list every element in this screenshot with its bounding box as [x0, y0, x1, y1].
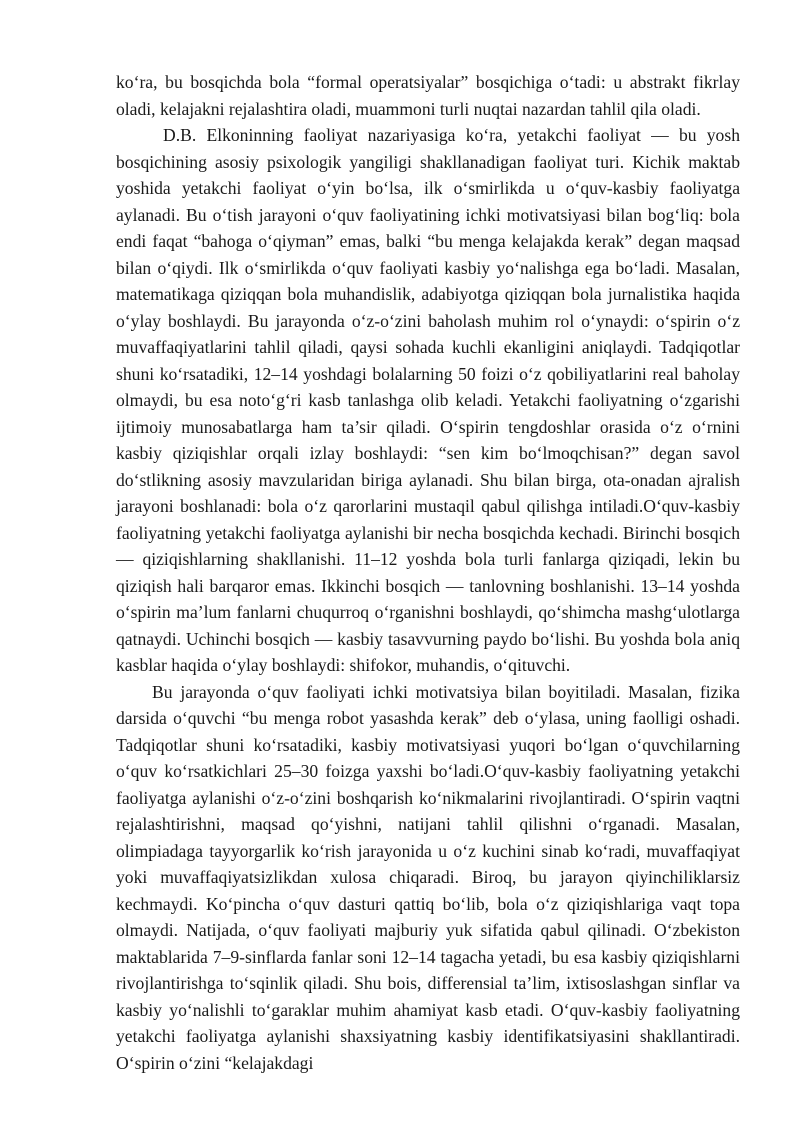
paragraph-elkonin-theory: D.B. Elkoninning faoliyat nazariyasiga ko‘ra, yetakchi faoliyat — bu yosh bosqichining asosiy psixologik yangiligi shakllanadigan faoliyat turi. Kichik maktab yoshida yetakchi faoliyat o‘yin bo‘lsa, ilk o‘smirlikda u o‘quv-kasbiy faoliyatga aylanadi. Bu o‘tish jarayoni o‘quv faoliyatining ichki motivatsiyasi bilan bog‘liq: bola endi faqat “bahoga o‘qiyman” emas, balki “bu menga kelajakda kerak” degan maqsad bilan o‘qiydi. Ilk o‘smirlikda o‘quv faoliyati kasbiy yo‘nalishga ega bo‘ladi. Masalan, matematikaga qiziqqan bola muhandislik, adabiyotga qiziqqan bola jurnalistika haqida o‘ylay boshlaydi. Bu jarayonda o‘z-o‘zini baholash muhim rol o‘ynaydi: o‘spirin o‘z muvaffaqiyatlarini tahlil qiladi, qaysi sohada kuchli ekanligini aniqlaydi. Tadqiqotlar shuni ko‘rsatadiki, 12–14 yoshdagi bolalarning 50 foizi o‘z qobiliyatlarini real baholay olmaydi, bu esa noto‘g‘ri kasb tanlashga olib keladi. Yetakchi faoliyatning o‘zgarishi ijtimoiy munosabatlarga ham ta’sir qiladi. O‘spirin tengdoshlar orasida o‘z o‘rnini kasbiy qiziqishlar orqali izlay boshlaydi: “sen kim bo‘lmoqchisan?” degan savol do‘stlikning asosiy mavzularidan biriga aylanadi. Shu bilan birga, ota-onadan ajralish jarayoni boshlanadi: bola o‘z qarorlarini mustaqil qabul qilishga intiladi.O‘quv-kasbiy faoliyatning yetakchi faoliyatga aylanishi bir necha bosqichda kechadi. Birinchi bosqich — qiziqishlarning shakllanishi. 11–12 yoshda bola turli fanlarga qiziqadi, lekin bu qiziqish hali barqaror emas. Ikkinchi bosqich — tanlovning boshlanishi. 13–14 yoshda o‘spirin ma’lum fanlarni chuqurroq o‘rganishni boshlaydi, qo‘shimcha mashg‘ulotlarga qatnaydi. Uchinchi bosqich — kasbiy tasavvurning paydo bo‘lishi. Bu yoshda bola aniq kasblar haqida o‘ylay boshlaydi: shifokor, muhandis, o‘qituvchi. — [116, 125, 740, 675]
document-body — [116, 69, 740, 1076]
paragraph-motivation: Bu jarayonda o‘quv faoliyati ichki motivatsiya bilan boyitiladi. Masalan, fizika darsida o‘quvchi “bu menga robot yasashda kerak” deb o‘ylasa, uning faolligi oshadi. Tadqiqotlar shuni ko‘rsatadiki, kasbiy motivatsiyasi yuqori bo‘lgan o‘quvchilarning o‘quv ko‘rsatkichlari 25–30 foizga yaxshi bo‘ladi.O‘quv-kasbiy faoliyatning yetakchi faoliyatga aylanishi o‘z-o‘zini boshqarish ko‘nikmalarini rivojlantiradi. O‘spirin vaqtni rejalashtirishni, maqsad qo‘yishni, natijani tahlil qilishni o‘rganadi. Masalan, olimpiadaga tayyorgarlik ko‘rish jarayonida u o‘z kuchini sinab ko‘radi, muvaffaqiyat yoki muvaffaqiyatsizlikdan xulosa chiqaradi. Biroq, bu jarayon qiyinchiliklarsiz kechmaydi. Ko‘pincha o‘quv dasturi qattiq bo‘lib, bola o‘z qiziqishlariga vaqt topa olmaydi. Natijada, o‘quv faoliyati majburiy yuk sifatida qabul qilinadi. O‘zbekiston maktablarida 7–9-sinflarda fanlar soni 12–14 tagacha yetadi, bu esa kasbiy qiziqishlarni rivojlantirishga to‘sqinlik qiladi. Shu bois, differensial ta’lim, ixtisoslashgan sinflar va kasbiy yo‘nalishli to‘garaklar muhim ahamiyat kasb etadi. O‘quv-kasbiy faoliyatning yetakchi faoliyatga aylanishi shaxsiyatning kasbiy identifikatsiyasini shakllantiradi. O‘spirin o‘zini “kelajakdagi — [116, 681, 740, 1073]
paragraph-continuation: ko‘ra, bu bosqichda bola “formal operatsiyalar” bosqichiga o‘tadi: u abstrakt fikrlay oladi, kelajakni rejalashtira oladi, muammoni turli nuqtai nazardan tahlil qila oladi. — [116, 72, 740, 119]
